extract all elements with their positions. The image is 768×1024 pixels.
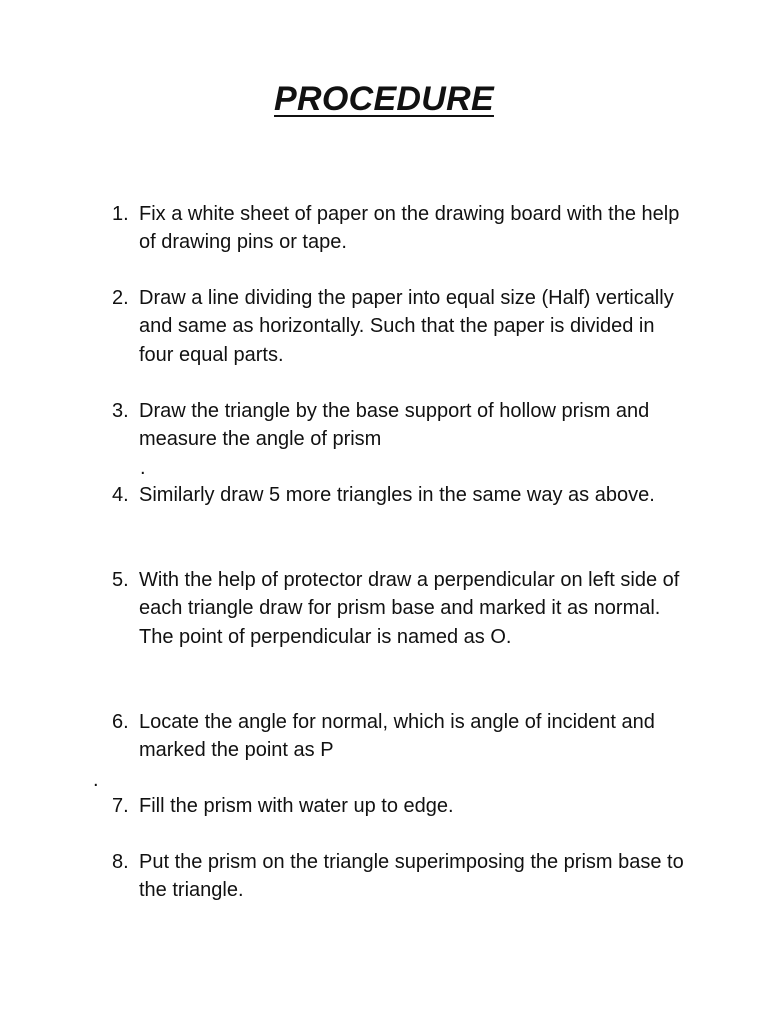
step-number: 5. — [112, 569, 129, 591]
procedure-step-2 — [112, 284, 692, 369]
procedure-step-8 — [112, 848, 692, 905]
procedure-step-1 — [112, 200, 692, 257]
step-number: 6. — [112, 711, 129, 733]
step-number: 1. — [112, 203, 129, 225]
step-number: 3. — [112, 400, 129, 422]
stray-period-mark: . — [93, 769, 99, 791]
step-text: Draw the triangle by the base support of hollow prism and measure the angle of prism — [139, 400, 650, 451]
step-text: Similarly draw 5 more triangles in the same way as above. — [139, 484, 655, 506]
procedure-step-6 — [112, 708, 692, 765]
procedure-step-7 — [112, 792, 692, 820]
step-text: Put the prism on the triangle superimposing the prism base to the triangle. — [139, 851, 684, 902]
stray-period-mark: . — [140, 457, 146, 479]
step-text: Fill the prism with water up to edge. — [139, 795, 454, 817]
step-number: 7. — [112, 795, 129, 817]
procedure-step-4 — [112, 481, 692, 509]
step-text: With the help of protector draw a perpendicular on left side of each triangle draw for prism base and marked it as normal. The point of perpendicular is named as O. — [139, 569, 680, 648]
step-number: 2. — [112, 287, 129, 309]
page-title — [0, 80, 768, 119]
step-number: 8. — [112, 851, 129, 873]
step-text: Locate the angle for normal, which is angle of incident and marked the point as P — [139, 711, 655, 762]
step-text: Fix a white sheet of paper on the drawing board with the help of drawing pins or tape. — [139, 203, 680, 254]
procedure-step-3 — [112, 397, 692, 454]
step-text: Draw a line dividing the paper into equal size (Half) vertically and same as horizontally. Such that the paper is divided in four equal parts. — [139, 287, 674, 366]
step-number: 4. — [112, 484, 129, 506]
procedure-step-5 — [112, 566, 692, 651]
page-title-text: PROCEDURE — [274, 80, 494, 118]
